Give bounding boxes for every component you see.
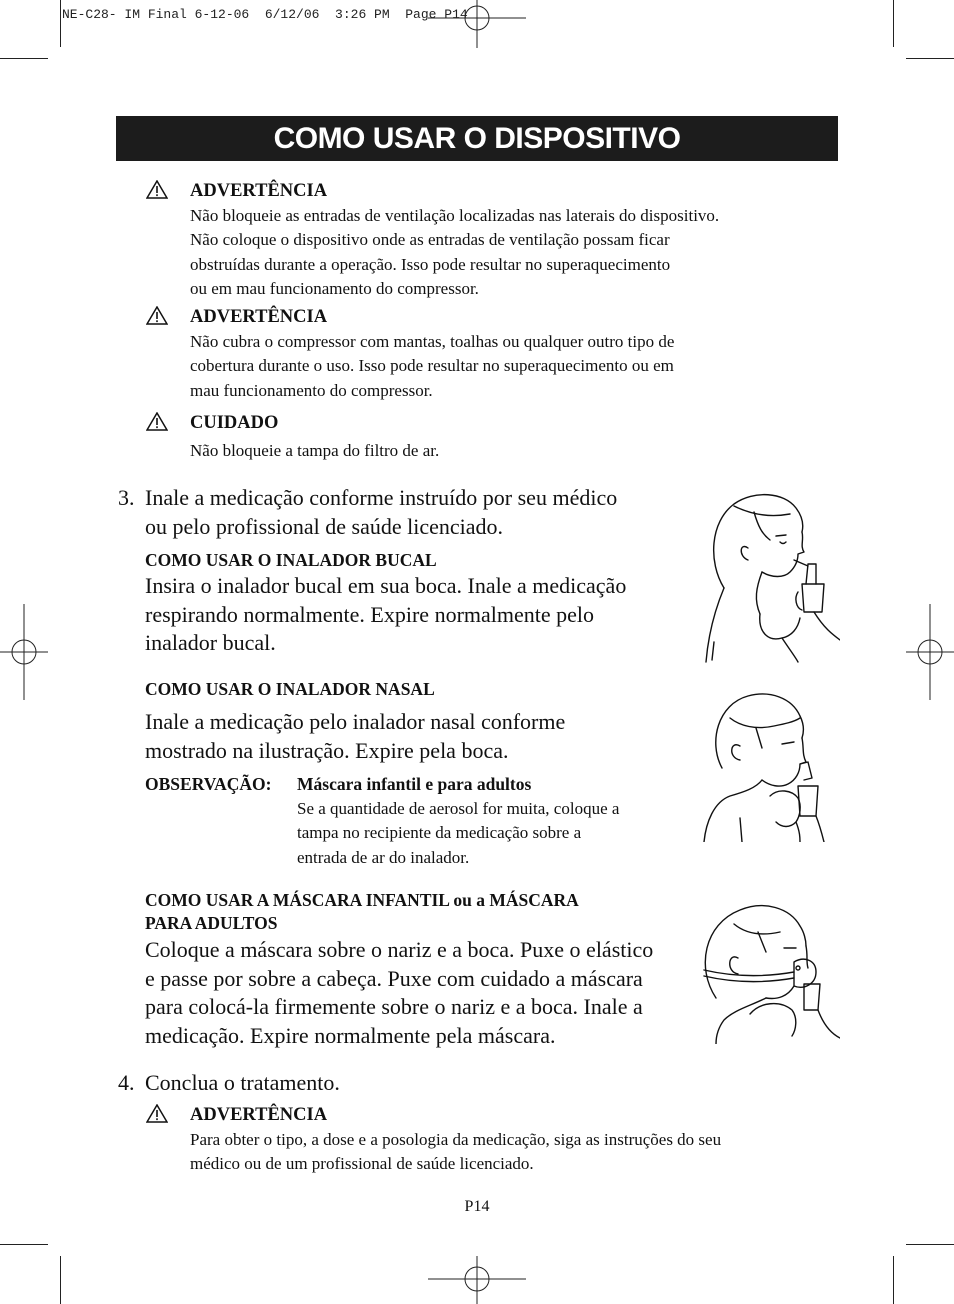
page-number: P14 <box>464 1198 490 1215</box>
caution-body: Não bloqueie a tampa do filtro de ar. <box>190 441 440 460</box>
section-heading: COMO USAR A MÁSCARA INFANTIL ou a MÁSCARA PARA ADULTOS <box>145 890 579 933</box>
note-label: OBSERVAÇÃO: <box>145 774 272 794</box>
warning-body: Não cubra o compressor com mantas, toalhas ou qualquer outro tipo de cobertura durante o uso. Isso pode resultar no superaquecimento ou em mau funcionamento do compressor. <box>190 332 675 400</box>
warning-title: ADVERTÊNCIA <box>190 307 328 327</box>
mouthpiece-illustration <box>698 492 840 664</box>
registration-mark-bottom <box>428 1256 526 1304</box>
step-text: Inale a medicação conforme instruído por seu médico ou pelo profissional de saúde licenciado. <box>145 485 618 539</box>
note-title: Máscara infantil e para adultos <box>297 774 532 794</box>
registration-mark-left <box>0 604 48 700</box>
warning-triangle-icon <box>146 412 168 431</box>
registration-mark-top <box>428 0 526 48</box>
warning-triangle-icon <box>146 1104 168 1123</box>
print-header: NE-C28- IM Final 6-12-06 6/12/06 3:26 PM Page P14 <box>62 7 468 22</box>
mask-illustration <box>700 902 840 1044</box>
step-number: 3. <box>118 485 135 510</box>
note-body: Se a quantidade de aerosol for muita, coloque a tampa no recipiente da medicação sobre a entrada de ar do inalador. <box>297 799 620 867</box>
registration-mark-right <box>906 604 954 700</box>
warning-title: ADVERTÊNCIA <box>190 1105 328 1125</box>
step-text: Conclua o tratamento. <box>145 1070 340 1095</box>
warning-title: ADVERTÊNCIA <box>190 181 328 201</box>
title-bar <box>116 116 838 161</box>
section-body: Insira o inalador bucal em sua boca. Inale a medicação respirando normalmente. Expire normalmente pelo inalador bucal. <box>145 573 627 655</box>
warning-triangle-icon <box>146 306 168 325</box>
section-heading: COMO USAR O INALADOR BUCAL <box>145 550 437 570</box>
caution-title: CUIDADO <box>190 413 279 433</box>
step-number: 4. <box>118 1070 135 1095</box>
nasal-inhaler-illustration <box>700 692 826 842</box>
warning-triangle-icon <box>146 180 168 199</box>
warning-body: Para obter o tipo, a dose e a posologia da medicação, siga as instruções do seu médico ou de um profissional de saúde licenciado. <box>190 1130 722 1174</box>
page-title: COMO USAR O DISPOSITIVO <box>273 122 681 155</box>
warning-body: Não bloqueie as entradas de ventilação localizadas nas laterais do dispositivo. Não coloque o dispositivo onde as entradas de ventilação possam ficar obstruídas durante a operação. Isso pode resultar no superaquecimento ou em mau funcionamento do compressor. <box>190 206 720 298</box>
section-heading: COMO USAR O INALADOR NASAL <box>145 679 435 699</box>
section-body: Inale a medicação pelo inalador nasal conforme mostrado na ilustração. Expire pela boca. <box>145 709 566 763</box>
section-body: Coloque a máscara sobre o nariz e a boca. Puxe o elástico e passe por sobre a cabeça. Puxe com cuidado a máscara para colocá-la firmemente sobre o nariz e a boca. Inale a medicação. Expire normalmente pela máscara. <box>145 937 654 1048</box>
